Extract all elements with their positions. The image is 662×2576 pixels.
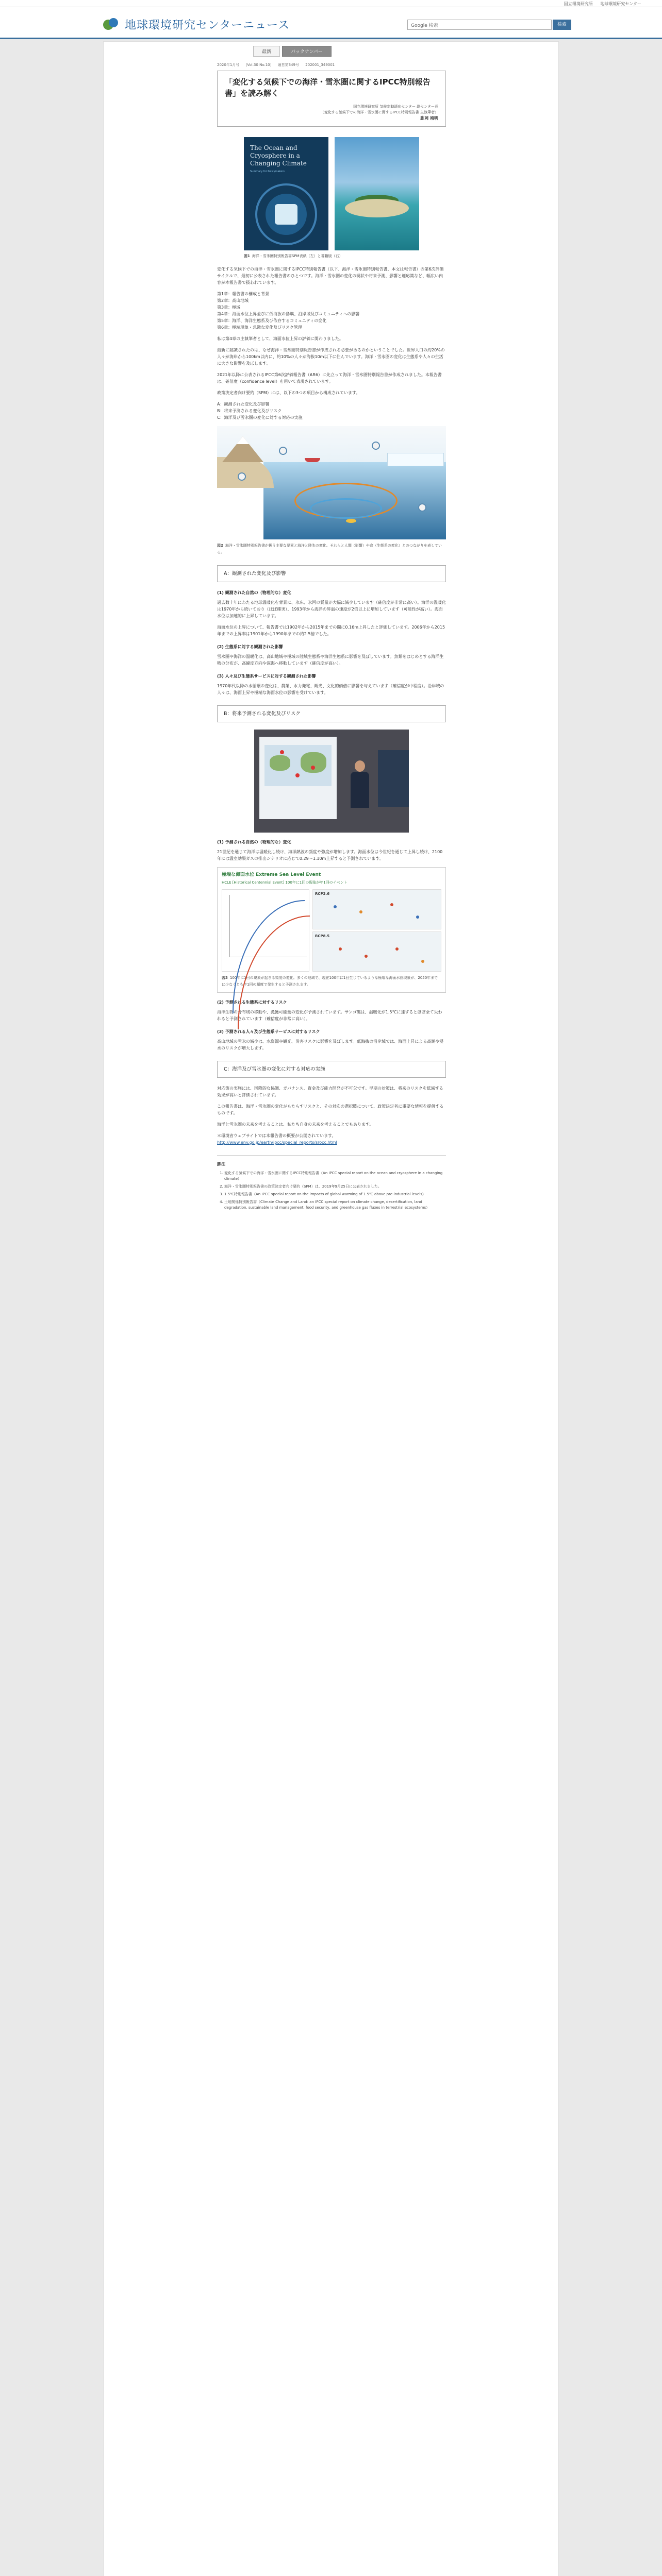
figure-3 xyxy=(217,867,446,993)
more-info: ＊環境省ウェブサイトでは本報告書の概要が公開されています。 http://www.env.go.jp/earth/ipcc/special_reports/srocc.html xyxy=(217,1133,337,1145)
article xyxy=(217,62,446,1213)
impact-icon xyxy=(279,447,287,455)
figure-2 xyxy=(217,426,446,556)
impact-icon xyxy=(238,472,246,481)
footnotes: 脚注 1. 変化する気候下での海洋・雪氷圏に関するIPCC特別報告書（An IPCC special report on the ocean and cryosphere in a changing climate） 2. 海洋・雪氷圏特別報告書の政策決定者向け要約（SPM）は、2019年9月25日に公表されました。 3. 1.5℃特別報告書（An IPCC special report on the impacts of global warming of 1.5℃ above pre-industrial levels） 4. 土地関係特別報告書（Climate Change and Land: an IPCC special report on climate change, desertification, land degradation, sustainable land management, food security, and greenhouse gas fluxes in terrestrial ecosystems） xyxy=(217,1155,446,1211)
section-list: A：観測された変化及び影響 B：将来予測される変化及びリスク C：海洋及び雪氷圏の変化に対する対応の実施 xyxy=(217,402,303,420)
fish-icon xyxy=(346,519,356,523)
cger-link[interactable]: 地球環境研究センター xyxy=(600,2,641,6)
tab-latest[interactable]: 最新 xyxy=(253,46,280,57)
spm-cover-image: The Ocean and Cryosphere in a Changing Climate Summary for Policymakers xyxy=(244,137,328,250)
figure-3-caption: 図3 100年に1回の現象が起きる頻度の変化。多くの地域で、現在100年に1回生じているような極端な海面水位現象が、2050年までに少なくとも年1回の頻度で発生すると予測されます。 xyxy=(222,976,438,987)
search-button[interactable]: 検索 xyxy=(553,20,571,30)
figure-2-caption: 図2 海洋・雪氷圏特別報告書が扱う主要な要素と海洋と陸氷の変化。それらと人間（影響）や食（生態系の変化）とのつながりを表している。 xyxy=(217,544,442,554)
top-strip xyxy=(0,0,662,7)
footnote: 3. 1.5℃特別報告書（An IPCC special report on the impacts of global warming of 1.5℃ above pre-industrial levels） xyxy=(224,1192,446,1197)
figure-1-caption: 図1 海洋・雪氷圏特別報告書SPM表紙（左）と書籍版（右） xyxy=(244,254,343,258)
figure-1 xyxy=(244,137,419,259)
footnote: 2. 海洋・雪氷圏特別報告書の政策決定者向け要約（SPM）は、2019年9月25日に公表されました。 xyxy=(224,1184,446,1190)
footnote: 4. 土地関係特別報告書（Climate Change and Land: an IPCC special report on climate change, desertification, land degradation, sustainable land management, food security, and greenhouse gas fluxes in terrestrial ecosystems） xyxy=(224,1199,446,1211)
article-body: 変化する気候下での海洋・雪氷圏に関するIPCC特別報告書（以下、海洋・雪氷圏特別報告書、本文は報告書）の第6次評価サイクルで、最初に公表された報告書のひとつです。海洋・雪氷圏の変化の現状や将来予測、影響と適応策など、幅広い内容が本報告書で扱われています。 第1章：報告書の構成と背景 第2章：高山地域 第3章：極域 第4章：海面水位上昇並びに低海抜の島嶼、沿岸域及びコミュニティへの影響 第5章：海洋、海洋生態系及び依存するコミュニティの変化 第6章：極端現象・急激な変化及びリスク管理 私は第4章の主執筆者として、海面水位上昇の評価に関わりました。 最新に認識されたのは、なぜ海洋・雪氷圏特別報告書が作成される必要があるのかということでした。世界人口の約20%の人々が海岸から100km以内に、約10%の人々が海抜10m以下に住んでいます。海洋・雪氷圏の変化は生態系や人々の生活に大きな影響を及ぼします。 2021年以降に公表されるIPCC第6次評価報告書（AR6）に先立って海洋・雪氷圏特別報告書が作成されました。本報告書は、確信度（confidence level）を用いて表現されています。 政策決定者向け要約（SPM）には、以下の3つの項目から構成されています。 A：観測された変化及び影響 B：将来予測される変化及びリスク C：海洋及び雪氷圏の変化に対する対応の実施 図2 海洋・雪氷圏特別報告書が扱う主要な要素と海洋と陸氷の変化。それらと人間（影響）や食（生態系の変化）とのつながりを表している。 A：観測された変化及び影響 (1) 観測された自然の（物理的な）変化 過去数十年にわたる地球温暖化を背景に、氷床、氷河の質量が大幅に減少しています（確信度が非常に高い）。海洋の温暖化は1970年から続いており（ほぼ確実）、1993年から海洋の昇温の速度が2倍以上に増加しています（可能性が高い）。海面水位は加速的に上昇しています。 海面水位の上昇について、報告書では1902年から2015年までの間に0.16m上昇したと評価しています。2006年から2015年までの上昇率は1901年から1990年までの約2.5倍でした。 (2) 生態系に対する観測された影響 雪氷圏や海洋の温暖化は、高山地域や極域の陸域生態系や海洋生態系に影響を及ぼしています。魚類をはじめとする海洋生物の分布が、高緯度方向や深海へ移動しています（確信度が高い）。 (3) 人々及び生態系サービスに対する観測された影響 1970年代以降の水循環の変化は、農業、水力発電、観光、文化的価値に影響を与えています（確信度が中程度）。沿岸域の人々は、海面上昇や極端な海面水位の影響を受けています。 B：将来予測される変化及びリスク (1) 予測される自然の（物理的な）変化 21世紀を通じて海洋は温暖化し続け、海洋熱波の頻度や強度が増加します。海面水位は今世紀を通じて上昇し続け、2100年には温室効果ガスの排出シナリオに応じて0.29〜1.10m上昇すると予測されています。 極端な海面水位 Extreme Sea Level Event HCLE [Historical Centennial Event] 100年に1回の現象が年1回のイベント RCP2.6 RCP8.5 図3 100年に1回の現象が起きる頻度の変化。多くの地域で、現在100年に1回生じているような極端な海面水位現象が、2050年までに少なくとも年1回の頻度で発生すると予測されます。 (2) 予測される生態系に対するリスク 海洋生物の分布域の移動や、漁獲可能量の変化が予測されています。サンゴ礁は、温暖化が1.5℃に達するとほぼ全て失われると予測されています（確信度が非常に高い）。 (3) 予測される人々及び生態系サービスに対するリスク 高山地域の雪氷の減少は、水資源や観光、災害リスクに影響を及ぼします。低海抜の沿岸域では、海面上昇による高潮や浸水のリスクが増大します。 C：海洋及び雪氷圏の変化に対する対応の実施 対応策の実施には、国際的な協調、ガバナンス、資金及び能力開発が不可欠です。早期の対策は、将来のリスクを低減する効果が高いと評価されています。 この報告書は、海洋・雪氷圏の変化がもたらすリスクと、その対応の選択肢について、政策決定者に重要な情報を提供するものです。 海洋と雪氷圏の未来を考えることは、私たち自身の未来を考えることでもあります。 ＊環境省ウェブサイトでは本報告書の概要が公開されています。 http://www.env.go.jp/earth/ipcc/special_reports/srocc.html 脚注 1. 変化する気候下での海洋・雪氷圏に関するIPCC特別報告書（An IPCC special report on the ocean and cryosphere in a changing climate） 2. 海洋・雪氷圏特別報告書の政策決定者向け要約（SPM）は、2019年9月25日に公表されました。 3. 1.5℃特別報告書（An IPCC special report on the impacts of global warming of 1.5℃ above pre-industrial levels） 4. 土地関係特別報告書（Climate Change and Land: an IPCC special report on climate change, desertification, land degradation, sustainable land management, food security, and greenhouse gas fluxes in terrestrial ecosystems） xyxy=(217,266,446,1211)
env-link[interactable]: http://www.env.go.jp/earth/ipcc/special_reports/srocc.html xyxy=(217,1140,337,1145)
site-header xyxy=(0,7,662,39)
intro-paragraph: 変化する気候下での海洋・雪氷圏に関するIPCC特別報告書（以下、海洋・雪氷圏特別報告書、本文は報告書）の第6次評価サイクルで、最初に公表された報告書のひとつです。海洋・雪氷圏の変化の現状や将来予測、影響と適応策など、幅広い内容が本報告書で扱われています。 xyxy=(217,267,444,285)
tab-backnumber[interactable]: バックナンバー xyxy=(282,46,332,57)
author-name: 肱岡 靖明 xyxy=(420,116,438,121)
impact-icon xyxy=(418,503,426,512)
ocean-current-cold xyxy=(310,498,382,519)
content-wrapper xyxy=(103,41,559,2576)
section-a-heading: A：観測された変化及び影響 xyxy=(217,565,446,582)
presentation-photo xyxy=(254,730,409,833)
world-map-rcp26: RCP2.6 xyxy=(312,889,441,929)
book-cover-image xyxy=(335,137,419,250)
author-affiliation: 国立環境研究所 気候変動適応センター 副センター長 xyxy=(353,105,438,109)
site-logo[interactable] xyxy=(103,16,290,32)
footnote: 1. 変化する気候下での海洋・雪氷圏に関するIPCC特別報告書（An IPCC special report on the ocean and cryosphere in a changing climate） xyxy=(224,1171,446,1182)
sea-ice-shape xyxy=(387,453,444,466)
boat-icon xyxy=(305,458,320,462)
section-b-heading: B：将来予測される変化及びリスク xyxy=(217,705,446,722)
author-role: （変化する気候下での海洋・雪氷圏に関するIPCC特別報告書 主執筆者） xyxy=(320,110,438,114)
external-links xyxy=(558,1,641,7)
title-box xyxy=(217,71,446,127)
figure-3-subtitle: HCLE [Historical Centennial Event] 100年に1回の現象が年1回のイベント xyxy=(222,880,347,885)
impact-icon xyxy=(372,442,380,450)
world-map-rcp85: RCP8.5 xyxy=(312,931,441,972)
section-c-heading: C：海洋及び雪氷圏の変化に対する対応の実施 xyxy=(217,1061,446,1078)
article-meta: 2020年1月号 [Vol.30 No.10] 通巻第349号 202001_349001 xyxy=(217,63,335,67)
nies-link[interactable]: 国立環境研究所 xyxy=(564,2,593,6)
globe-logo-icon xyxy=(103,18,121,32)
chapter-list: 第1章：報告書の構成と背景 第2章：高山地域 第3章：極域 第4章：海面水位上昇並びに低海抜の島嶼、沿岸域及びコミュニティへの影響 第5章：海洋、海洋生態系及び依存するコミュニティの変化 第6章：極端現象・急激な変化及びリスク管理 xyxy=(217,292,360,330)
figure-3-title: 極端な海面水位 Extreme Sea Level Event xyxy=(222,872,321,877)
return-period-graph xyxy=(222,889,309,972)
ocean-cryosphere-diagram xyxy=(217,426,446,539)
article-title: 「変化する気候下での海洋・雪氷圏に関するIPCC特別報告書」を読み解く xyxy=(225,77,431,98)
search-input[interactable]: Google 検索 xyxy=(407,20,552,30)
issue-tabs xyxy=(253,46,332,57)
site-title: 地球環境研究センターニュース xyxy=(125,19,290,32)
